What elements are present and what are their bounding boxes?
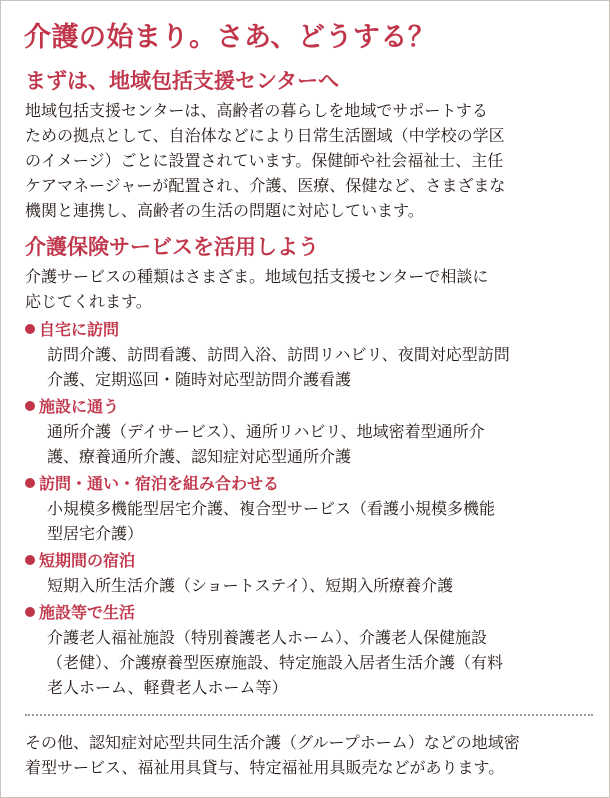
service-category-label: 訪問・通い・宿泊を組み合わせる xyxy=(39,474,280,493)
section1-line: 地域包括支援センターは、高齢者の暮らしを地域でサポートする xyxy=(25,101,488,120)
service-line: （老健）、介護療養型医療施設、特定施設入居者生活介護（有料 xyxy=(47,653,504,672)
service-category-label: 施設に通う xyxy=(39,397,120,416)
bullet-dot-icon xyxy=(25,607,35,617)
service-line: 型居宅介護） xyxy=(47,524,144,543)
bullet-dot-icon xyxy=(25,555,35,565)
section1-line: ケアマネージャーが配置され、介護、医療、保健など、さまざまな xyxy=(25,176,506,195)
section1-line: ための拠点として、自治体などにより日常生活圏域（中学校の学区 xyxy=(25,126,505,145)
service-line: 訪問介護、訪問看護、訪問入浴、訪問リハビリ、夜間対応型訪問 xyxy=(47,345,510,364)
service-line: 護、療養通所介護、認知症対応型通所介護 xyxy=(47,447,352,466)
service-category-label: 自宅に訪問 xyxy=(39,320,120,339)
service-category-label: 短期間の宿泊 xyxy=(39,551,136,570)
bullet-dot-icon xyxy=(25,401,35,411)
service-category xyxy=(25,394,119,419)
section1-heading: まずは、地域包括支援センターへ xyxy=(25,69,340,93)
section1-line: 機関と連携し、高齢者の生活の問題に対応しています。 xyxy=(25,201,424,220)
dotted-divider xyxy=(25,714,593,716)
service-line: 介護老人福祉施設（特別養護老人ホーム）、介護老人保健施設 xyxy=(47,628,488,647)
page-title: 介護の始まり。さあ、どうする？ xyxy=(24,22,436,53)
section2-intro-line: 応じてくれます。 xyxy=(25,292,152,311)
section2-heading: 介護保険サービスを活用しよう xyxy=(25,235,319,259)
service-line: 短期入所生活介護（ショートステイ）、短期入所療養介護 xyxy=(47,576,454,595)
service-line: 介護、定期巡回・随時対応型訪問介護看護 xyxy=(47,370,352,389)
service-line: 小規模多機能型居宅介護、複合型サービス（看護小規模多機能 xyxy=(47,499,496,518)
service-category xyxy=(25,548,135,573)
service-category-label: 施設等で生活 xyxy=(39,603,136,622)
footer-line: 着型サービス、福祉用具貸与、特定福祉用具販売などがあります。 xyxy=(25,758,505,777)
service-line: 老人ホーム、軽費老人ホーム等） xyxy=(47,678,288,697)
service-category xyxy=(25,600,135,625)
service-category xyxy=(25,471,279,496)
footer-line: その他、認知症対応型共同生活介護（グループホーム）などの地域密 xyxy=(25,733,520,752)
service-category xyxy=(25,317,119,342)
bullet-dot-icon xyxy=(25,478,35,488)
section1-line: のイメージ）ごとに設置されています。保健師や社会福祉士、主任 xyxy=(25,151,504,170)
section2-intro-line: 介護サービスの種類はさまざま。地域包括支援センターで相談に xyxy=(25,267,489,286)
service-line: 通所介護（デイサービス）、通所リハビリ、地域密着型通所介 xyxy=(47,422,485,441)
bullet-dot-icon xyxy=(25,324,35,334)
